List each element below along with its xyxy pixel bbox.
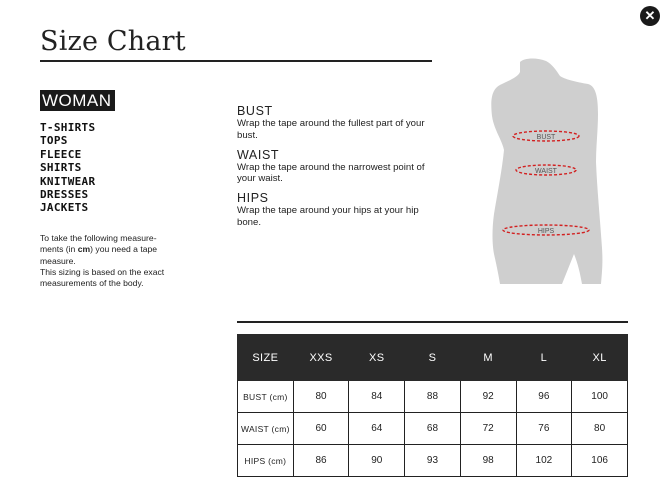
table-cell: 68: [405, 413, 461, 445]
size-header: XXS: [293, 335, 349, 381]
size-header: M: [460, 335, 516, 381]
table-cell: 80: [293, 381, 349, 413]
table-corner-header: SIZE: [238, 335, 294, 381]
table-cell: 93: [405, 445, 461, 477]
row-label: WAIST (cm): [238, 413, 294, 445]
close-button[interactable]: [640, 6, 660, 26]
measure-desc: Wrap the tape around your hips at your hip bone.: [237, 205, 419, 228]
table-cell: 84: [349, 381, 405, 413]
measurement-note: To take the following measure- ments (in cm) you need a tape measure. This sizing is based on the exact measurements of the body.: [40, 233, 165, 289]
table-row: [238, 445, 628, 477]
body-silhouette-figure: [480, 58, 610, 288]
table-cell: 88: [405, 381, 461, 413]
table-cell: 60: [293, 413, 349, 445]
size-header: XS: [349, 335, 405, 381]
row-label: BUST (cm): [238, 381, 294, 413]
table-cell: 72: [460, 413, 516, 445]
table-cell: 64: [349, 413, 405, 445]
table-cell: 76: [516, 413, 572, 445]
measure-desc: Wrap the tape around the narrowest point of your waist.: [237, 161, 425, 185]
page-title: Size Chart: [40, 26, 186, 57]
measure-desc: Wrap the tape around the fullest part of your bust.: [237, 118, 425, 141]
table-cell: 100: [572, 381, 628, 413]
size-header: XL: [572, 335, 628, 381]
category-item[interactable]: DRESSES: [40, 188, 89, 202]
table-cell: 98: [460, 445, 516, 477]
close-icon: ✕: [644, 8, 656, 23]
category-item[interactable]: T-SHIRTS: [40, 121, 96, 134]
measure-bust: [237, 104, 442, 142]
measure-instructions: [237, 104, 442, 235]
size-header: L: [516, 335, 572, 381]
table-row: [238, 381, 628, 413]
category-item[interactable]: SHIRTS: [40, 161, 82, 175]
category-item[interactable]: TOPS: [40, 134, 68, 148]
measure-title: HIPS: [237, 191, 269, 206]
table-cell: 80: [572, 413, 628, 445]
table-header-row: [238, 335, 628, 381]
table-cell: 106: [572, 445, 628, 477]
table-row: [238, 413, 628, 445]
table-cell: 86: [293, 445, 349, 477]
category-item[interactable]: FLEECE: [40, 147, 82, 161]
waist-label: WAIST: [535, 168, 557, 175]
table-divider: [237, 321, 628, 323]
size-header: S: [405, 335, 461, 381]
title-divider: [40, 60, 432, 62]
hips-label: HIPS: [537, 228, 555, 235]
table-cell: 92: [460, 381, 516, 413]
table-cell: 96: [516, 381, 572, 413]
row-label: HIPS (cm): [238, 445, 294, 477]
table-cell: 102: [516, 445, 572, 477]
bust-label: BUST: [536, 134, 556, 141]
category-list: [40, 121, 95, 215]
table-cell: 90: [349, 445, 405, 477]
measure-waist: [237, 148, 442, 186]
category-item[interactable]: JACKETS: [40, 201, 89, 215]
measure-title: WAIST: [237, 147, 280, 162]
size-table: [237, 334, 628, 477]
category-item[interactable]: KNITWEAR: [40, 174, 96, 188]
measure-hips: [237, 191, 442, 229]
measure-title: BUST: [237, 104, 273, 118]
section-badge: WOMAN: [40, 90, 115, 111]
